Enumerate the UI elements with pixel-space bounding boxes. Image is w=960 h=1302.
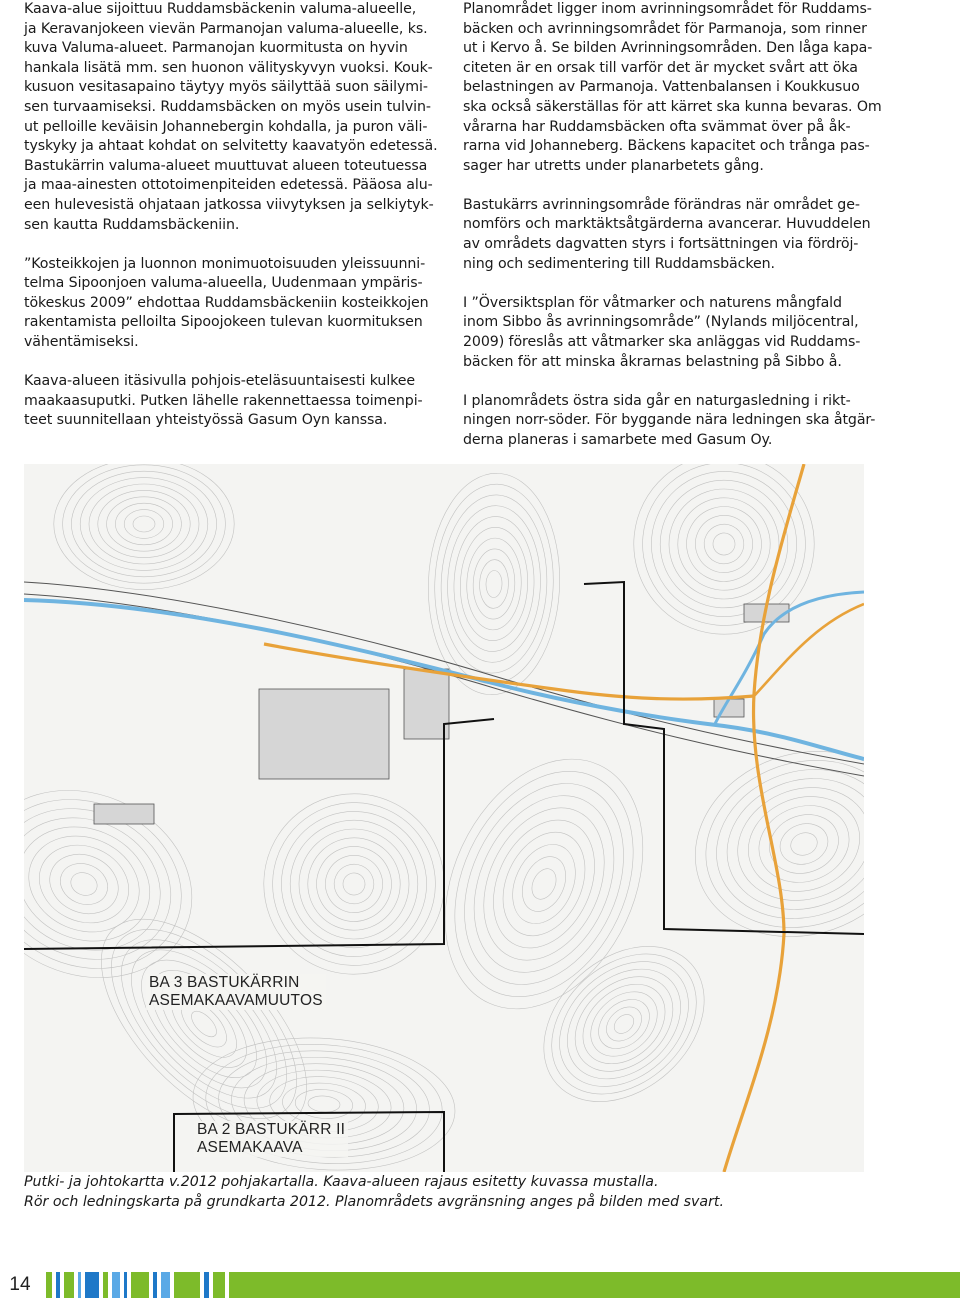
map-caption: Putki- ja johtokartta v.2012 pohjakartalla. Kaava-alueen rajaus esitetty kuvassa mustalla. Rör och ledningskarta på grundkarta 2012. Planområdets avgränsning anges på bilden med svart.: [24, 1174, 725, 1210]
finnish-paragraph-3: Kaava-alueen itäsivulla pohjois-eteläsuuntaisesti kulkee maakaasuputki. Putken lähelle rakennettaessa toimenpi- teet suunnitellaan yhteistyössä Gasum Oyn kanssa.: [24, 373, 423, 429]
small-building: [94, 804, 154, 824]
contour-line: [98, 490, 190, 557]
contour-line: [615, 464, 834, 653]
page-number: 14: [9, 1274, 31, 1295]
contour-line: [89, 484, 199, 564]
pipe-and-utility-map: [24, 464, 864, 1172]
contour-line: [328, 858, 379, 909]
contour-line: [431, 482, 556, 686]
map-buildings: [94, 604, 789, 824]
contour-line: [524, 926, 724, 1123]
contour-line: [124, 510, 164, 539]
hall-building: [404, 669, 449, 739]
contour-line: [500, 834, 587, 934]
contour-line: [686, 506, 763, 583]
contour-line: [775, 817, 834, 870]
contour-line: [472, 548, 516, 620]
contour-line: [527, 865, 560, 903]
contour-line: [514, 850, 574, 919]
swedish-column: [463, 0, 883, 470]
contour-line: [107, 497, 182, 551]
contour-line: [626, 464, 821, 642]
contour-line: [452, 515, 537, 653]
swedish-paragraph-2: Bastukärrs avrinningsområde förändras när området ge- nomförs och marktäktsåtgärderna avancerar. Huvuddelen av områdets dagvatten styrs i fortsättningen via fördröj- ning och sedimentering till Ruddamsbäcken.: [463, 196, 871, 272]
contour-line: [589, 989, 659, 1058]
contour-line: [283, 813, 425, 955]
footer-bars-graphic: [46, 1272, 960, 1298]
contour-line: [340, 870, 368, 898]
contour-line: [567, 968, 681, 1080]
contour-line: [260, 790, 448, 978]
swedish-paragraph-4: I planområdets östra sida går en naturgasledning i rikt- ningen norr-söder. För byggande nära ledningen ska åtgär- derna planeras i samarbete med Gasum Oy.: [463, 392, 876, 448]
contour-line: [249, 779, 459, 989]
contour-line: [487, 819, 601, 949]
contour-line: [662, 482, 786, 606]
contour-line: [445, 504, 543, 664]
plan-area-ba3-name: BA 3 BASTUKÄRRIN: [149, 974, 300, 991]
contour-line: [479, 559, 509, 609]
contour-line: [697, 517, 750, 570]
contour-line: [535, 936, 714, 1112]
contour-line: [735, 782, 864, 906]
contour-line: [513, 915, 735, 1133]
contour-line: [407, 727, 681, 1041]
contour-line: [307, 1095, 340, 1113]
swedish-paragraph-1: Planområdet ligger inom avrinningsområdet för Ruddams- bäcken och avrinningsområdet för Parmanoja, som rinner ut i Kervo å. Se bilden Avrinningsområden. Den låga kapa- citeten är en orsak till varför det är mycket svårt att öka belastningen av Parmanoja. Vattenbalansen i Koukkusuo ska också säkerställas för att kärret ska kunna bevaras. Om vårarna har Ruddamsbäcken ofta svämmat över på åk- rarna vid Johanneberg. Bäckens kapacitet och trånga pas- sager har utretts under planarbetets gång.: [463, 1, 882, 174]
warehouse-building: [259, 689, 389, 779]
contour-line: [438, 493, 550, 675]
plan-area-label-ba3: [146, 974, 326, 1010]
footer-color-bars: [46, 1272, 960, 1298]
finnish-paragraph-1: Kaava-alue sijoittuu Ruddamsbäckenin valuma-alueelle, ja Keravanjokeen vievän Parmanojan valuma-alueelle, ks. kuva Valuma-alueet. Parmanojan kuormitusta on hyvin hankala lisätä mm. sen huonon välityskyvyn vuoksi. Kouk- kusuon vesitasapaino täytyy myös säilyttää suon säilymi- sen turvaamiseksi. Ruddamsbäcken on myös usein tulvin- ut pelloille keväisin Johannebergin kohdalla, ja puron väli- tyskyky ja ahtaat kohdat on selvitetty kaavatyön edetessä. Bastukärrin valuma-alueet muuttuvat alueen toteutuessa ja maa-ainesten ottotoimenpiteiden edetessä. Pääosa alu- een hulevesistä ohjataan jatkossa viivytyksen ja selkiytyk- sen kautta Ruddamsbäckeniin.: [24, 1, 438, 233]
plan-area-ba2-type: ASEMAKAAVA: [197, 1139, 303, 1156]
contour-line: [486, 570, 503, 598]
contour-line: [106, 925, 302, 1123]
contour-line: [556, 957, 691, 1090]
swedish-paragraph-3: I ”Översiktsplan för våtmarker och naturens mångfald inom Sibbo ås avrinningsområde” (Nylands miljöcentral, 2009) föreslås att våtmarker ska anläggas vid Ruddams- bäcken för att minska åkrarnas belastning på Sibbo å.: [463, 294, 861, 370]
contour-line: [71, 471, 216, 577]
contour-line: [63, 465, 226, 583]
contour-line: [54, 856, 114, 911]
finnish-column: [24, 0, 444, 450]
contour-line: [603, 464, 846, 665]
contour-line: [294, 824, 413, 943]
contour-line: [317, 847, 391, 921]
contour-line: [474, 804, 615, 965]
contour-line: [67, 869, 100, 900]
contour-line: [709, 758, 864, 930]
contour-line: [465, 537, 523, 631]
contour-line: [27, 832, 141, 937]
plan-area-label-ba2: [194, 1121, 348, 1157]
finnish-paragraph-2: ”Kosteikkojen ja luonnon monimuotoisuuden yleissuunni- telma Sipoonjoen valuma-alueella, Uudenmaan ympäris- tökeskus 2009” ehdottaa Ruddamsbäckeniin kosteikkojen rakentamista pelloilta Sipoojokeen tulevan kuormituksen vähentämiseksi.: [24, 255, 429, 350]
contour-line: [674, 494, 775, 595]
contour-line: [306, 836, 403, 933]
contour-line: [788, 829, 821, 859]
plan-area-ba3-type: ASEMAKAAVAMUUTOS: [149, 992, 323, 1009]
contour-line: [458, 526, 529, 642]
contour-line: [683, 735, 864, 954]
map-drawing: [24, 464, 864, 1172]
page-footer: [0, 1268, 960, 1302]
contour-line: [578, 979, 670, 1069]
contour-line: [80, 478, 208, 571]
contour-line: [54, 464, 234, 590]
contour-line: [709, 529, 739, 559]
contour-line: [24, 758, 221, 1011]
contour-line: [546, 947, 703, 1101]
contour-line: [24, 807, 168, 961]
contour-line: [650, 470, 798, 618]
contour-line: [294, 1088, 353, 1121]
contour-line: [41, 844, 128, 924]
contour-line: [187, 1007, 221, 1041]
contour-line: [762, 806, 847, 883]
contour-line: [24, 819, 154, 948]
contour-line: [610, 1011, 637, 1038]
contour-line: [133, 516, 155, 532]
contour-line: [722, 770, 864, 918]
contour-line: [600, 1000, 649, 1048]
plan-area-ba2-name: BA 2 BASTUKÄRR II: [197, 1121, 346, 1138]
contour-line: [425, 471, 564, 697]
contour-line: [420, 742, 668, 1025]
